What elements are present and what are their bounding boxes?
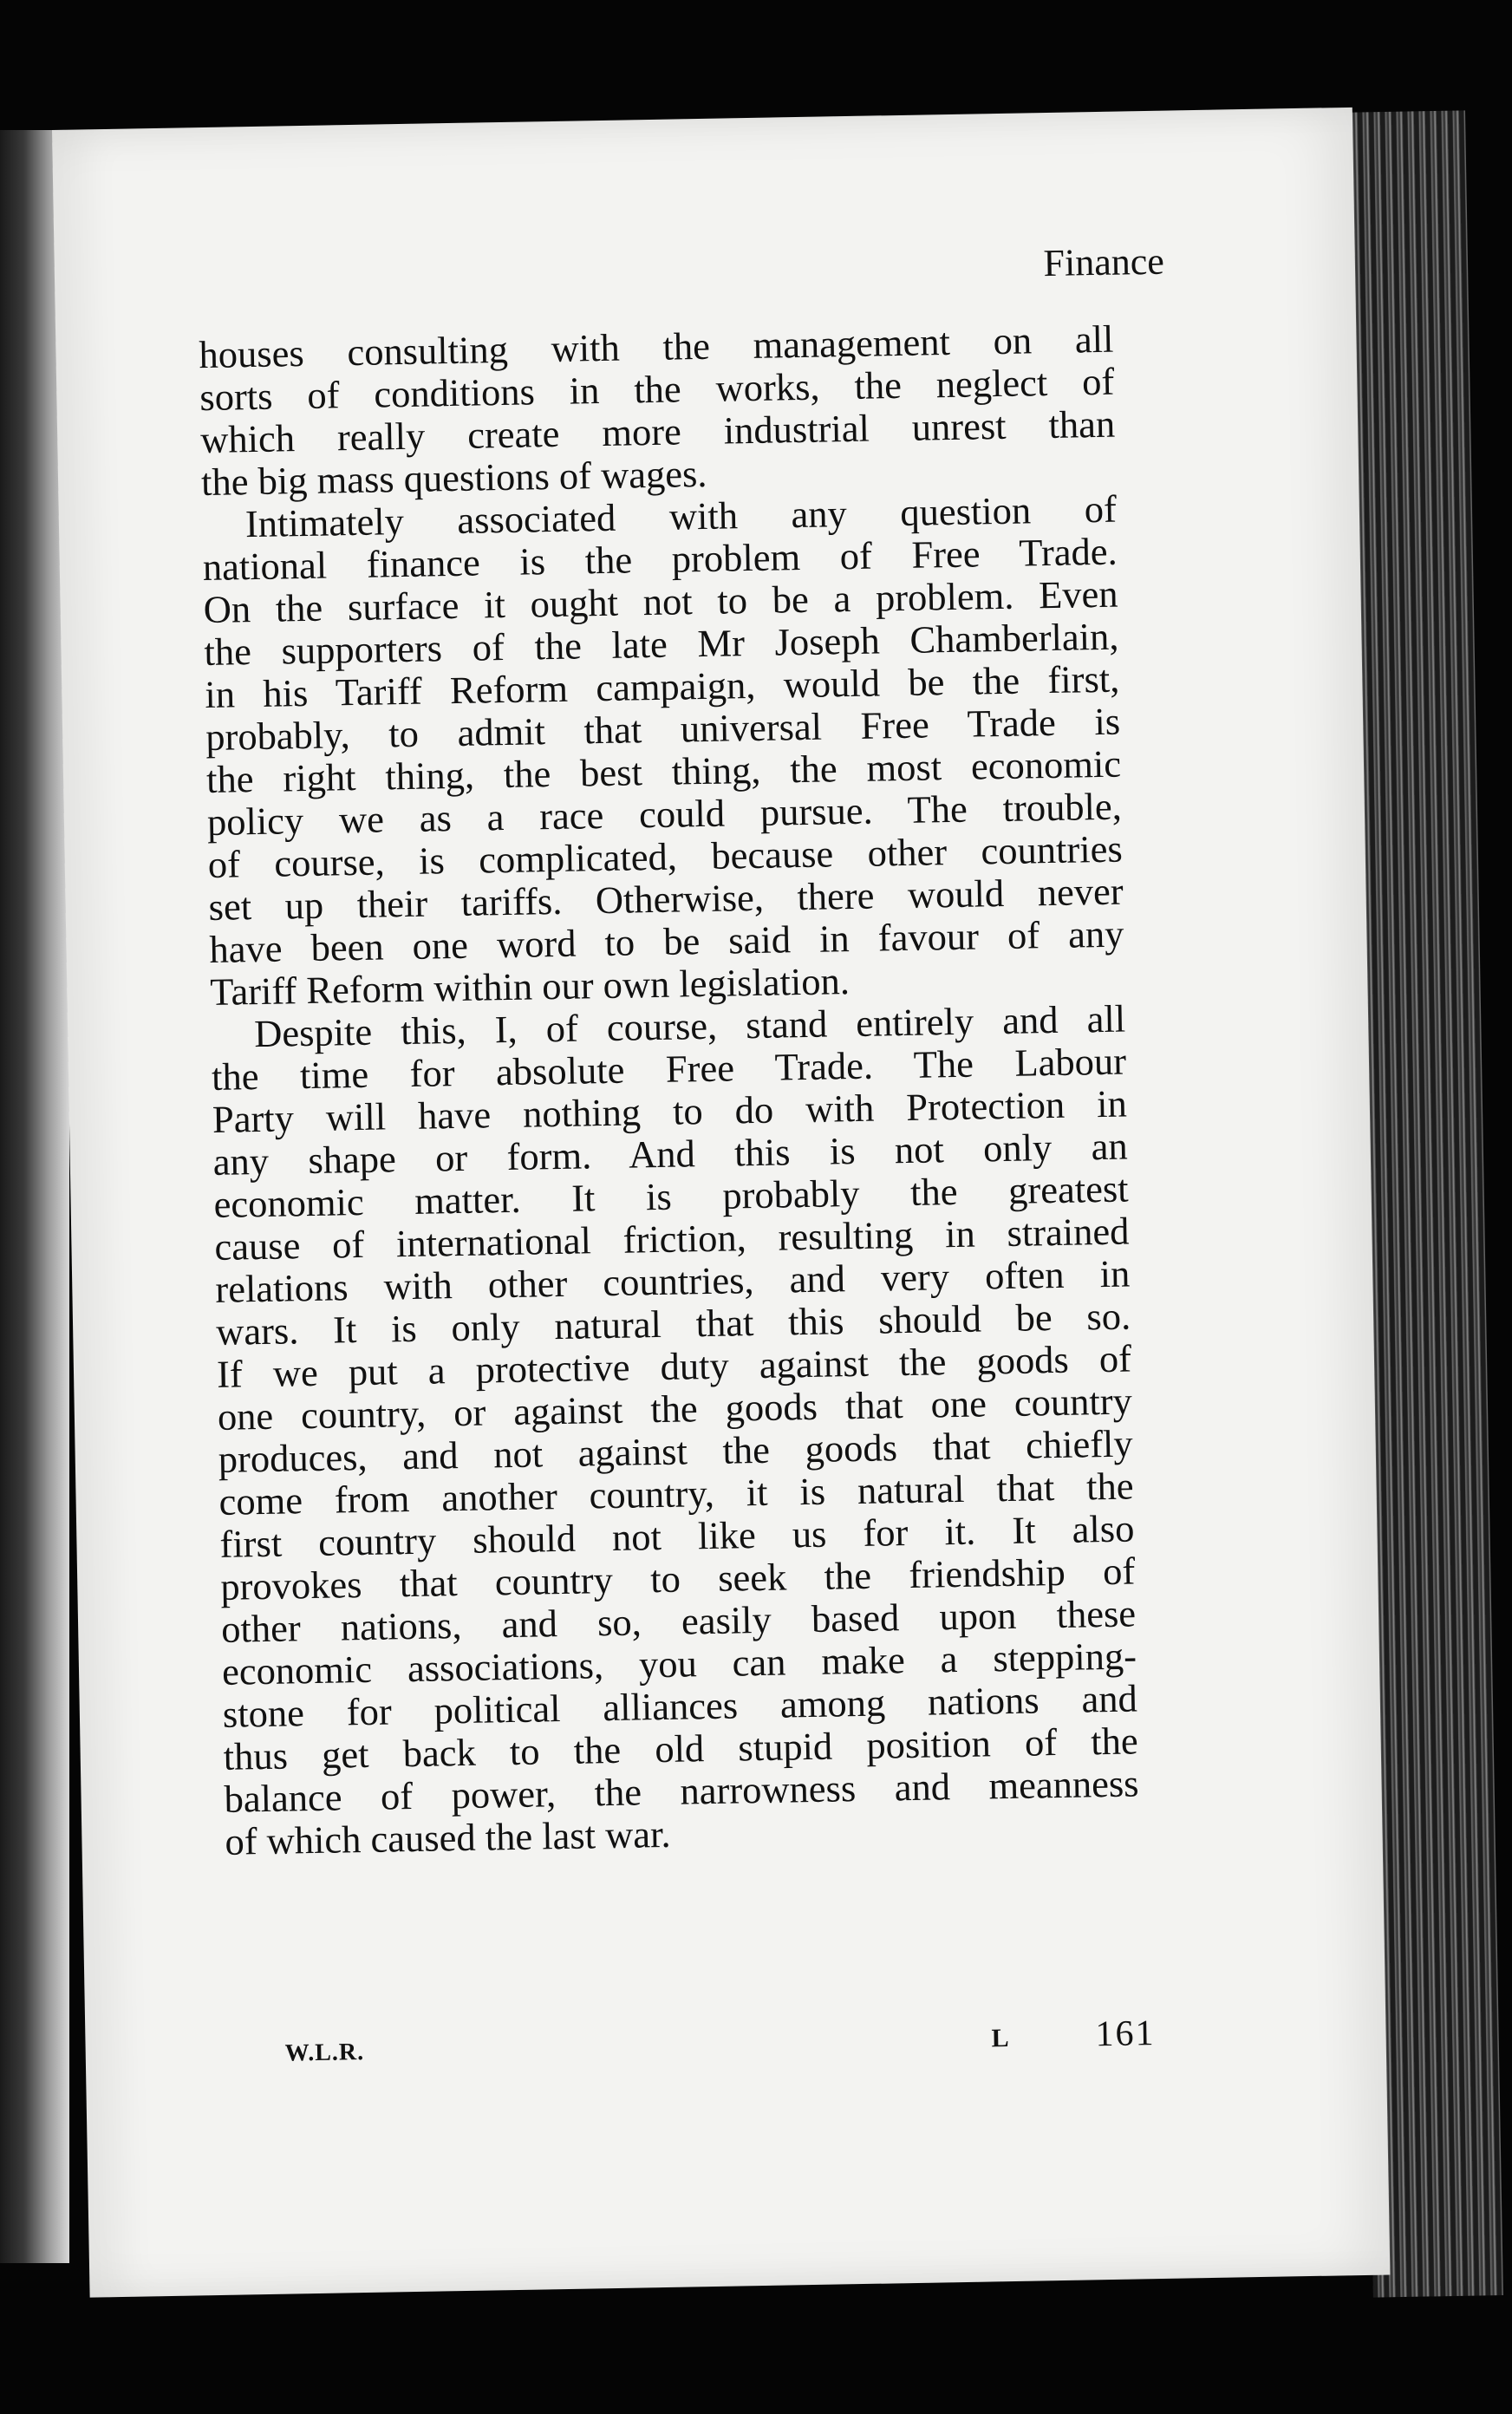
text-line: If we put a protective duty against the goods of: [216, 1336, 1132, 1396]
text-line: thus get back to the old stupid position of the: [223, 1719, 1139, 1778]
text-line: Party will have nothing to do with Protection in: [212, 1081, 1128, 1141]
text-line: policy we as a race could pursue. The trouble,: [206, 784, 1123, 844]
text-line: of course, is complicated, because other countries: [207, 826, 1124, 886]
text-line: economic matter. It is probably the greatest: [213, 1166, 1129, 1226]
text-line: provokes that country to seek the friendship of: [219, 1549, 1136, 1608]
text-line: wars. It is only natural that this should be so.: [215, 1294, 1131, 1354]
text-line: Intimately associated with any question of: [244, 486, 1118, 546]
page-number: 161: [1095, 2013, 1156, 2055]
text-line: houses consulting with the management on all: [199, 316, 1114, 377]
text-line: the right thing, the best thing, the most economic: [205, 741, 1122, 802]
running-head: Finance: [1043, 239, 1165, 285]
text-line: balance of power, the narrowness and meanness: [224, 1761, 1139, 1821]
text-line: any shape or form. And this is not only an: [212, 1124, 1129, 1184]
text-line: in his Tariff Reform campaign, would be the first,: [204, 656, 1120, 717]
text-line: of which caused the last war.: [225, 1811, 671, 1863]
text-line: national finance is the problem of Free Trade.: [202, 529, 1118, 590]
text-line: the big mass questions of wages.: [200, 451, 707, 505]
text-line: Tariff Reform within our own legislation.: [209, 959, 850, 1014]
text-line: the time for absolute Free Trade. The Labour: [211, 1039, 1127, 1099]
page-footer: [284, 2013, 1160, 2067]
text-line: probably, to admit that universal Free Trade is: [205, 699, 1121, 760]
sheet-mark: L: [991, 2024, 1009, 2053]
text-line: produces, and not against the goods that chiefly: [218, 1421, 1134, 1481]
text-line: Despite this, I, of course, stand entirely and all: [253, 996, 1126, 1056]
text-line: come from another country, it is natural that the: [218, 1464, 1134, 1523]
text-line: stone for political alliances among nations and: [222, 1676, 1138, 1736]
text-line: first country should not like us for it. It also: [219, 1506, 1135, 1566]
body-text: [199, 318, 1140, 1863]
paragraph: [202, 488, 1125, 1014]
text-line: relations with other countries, and very often in: [214, 1251, 1131, 1311]
signature-mark: W.L.R.: [284, 2039, 365, 2067]
text-line: sorts of conditions in the works, the neglect of: [199, 359, 1115, 420]
text-line: cause of international friction, resulting in strained: [214, 1209, 1130, 1269]
text-line: which really create more industrial unrest than: [199, 401, 1116, 462]
text-line: have been one word to be said in favour of any: [209, 911, 1124, 971]
text-line: other nations, and so, easily based upon these: [220, 1591, 1137, 1651]
book-page: [52, 108, 1390, 2298]
text-line: economic associations, you can make a stepping-: [221, 1634, 1137, 1693]
paragraph: [211, 998, 1140, 1863]
text-line: set up their tariffs. Otherwise, there would never: [208, 869, 1124, 929]
paragraph: [199, 318, 1116, 504]
text-line: the supporters of the late Mr Joseph Chamberlain,: [204, 614, 1119, 675]
text-line: On the surface it ought not to be a problem. Even: [203, 571, 1118, 632]
text-line: one country, or against the goods that one country: [217, 1379, 1133, 1439]
